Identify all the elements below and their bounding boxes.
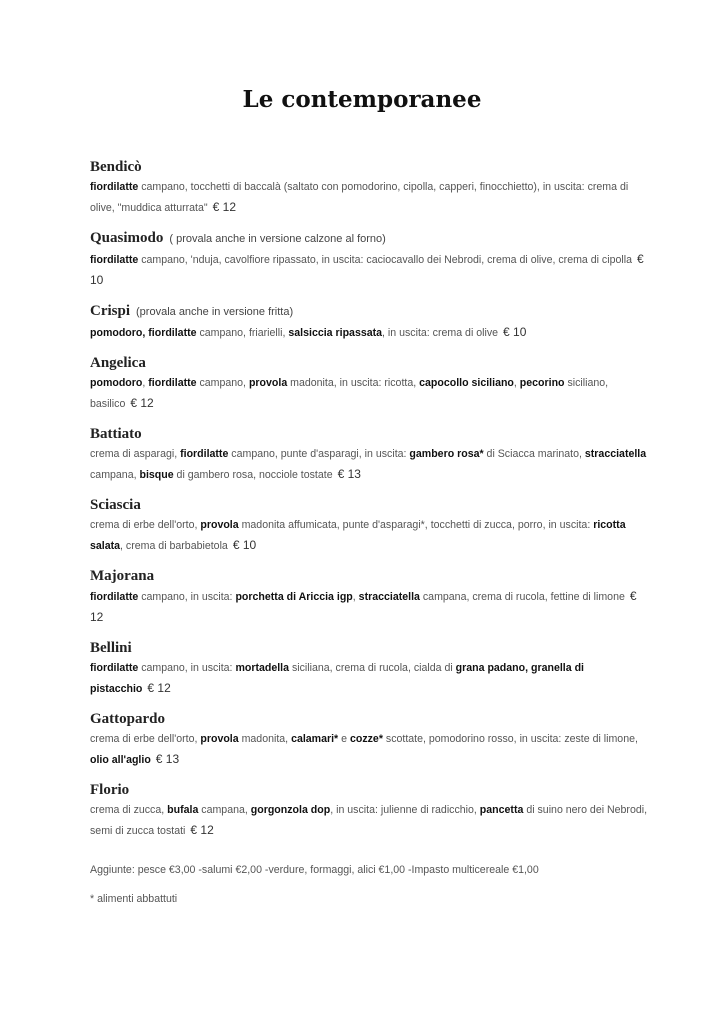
ingredient-text: campano, in uscita: (138, 591, 236, 603)
menu-item-description (90, 800, 650, 841)
item-price: € 12 (147, 681, 171, 695)
item-name-text: Gattopardo (90, 711, 165, 727)
ingredient-text: madonita affumicata, punte d'asparagi*, tocchetti di zucca, porro, in uscita: (238, 519, 594, 531)
ingredient-text: crema di zucca, (90, 804, 168, 816)
ingredient-text: madonita, in uscita: ricotta, (287, 377, 420, 389)
ingredient-text: , (352, 591, 359, 603)
menu-item-description (90, 515, 650, 556)
menu-item-name (90, 566, 650, 586)
menu-item (90, 424, 650, 485)
footnote-text: * alimenti abbattuti (90, 893, 178, 905)
ingredient-text: siciliana, crema di rucola, cialda di (289, 662, 456, 674)
ingredient-text: , in uscita: crema di olive (382, 327, 499, 339)
menu-item-description (90, 658, 650, 699)
ingredient-highlight: gambero rosa* (409, 448, 484, 460)
ingredient-text: campano, (196, 377, 249, 389)
item-name-text: Majorana (90, 568, 155, 584)
menu-item-description (90, 586, 650, 628)
ingredient-highlight: porchetta di Ariccia igp (235, 591, 353, 603)
menu-item-description (90, 729, 650, 770)
ingredient-text: campano, tocchetti di baccalà (saltato con pomodorino, cipolla, capperi, finocchietto), in uscita: crema di olive, "muddica atturrata" (90, 181, 629, 214)
ingredient-highlight: pancetta (479, 804, 524, 816)
menu-item (90, 709, 650, 770)
ingredient-text: crema di erbe dell'orto, (90, 733, 201, 745)
menu-item (90, 157, 650, 218)
ingredient-highlight: mortadella (235, 662, 290, 674)
ingredient-text: e (338, 733, 350, 745)
ingredient-text: di Sciacca marinato, (483, 448, 585, 460)
ingredient-highlight: stracciatella (584, 448, 647, 460)
ingredient-highlight: fiordilatte (90, 254, 139, 266)
ingredient-text: campano, in uscita: (138, 662, 236, 674)
item-price: € 12 (90, 589, 637, 624)
menu-list (90, 157, 650, 851)
ingredient-text: madonita, (238, 733, 292, 745)
menu-item (90, 495, 650, 556)
item-name-text: Bendicò (90, 159, 142, 175)
item-name-text: Quasimodo (90, 230, 164, 246)
ingredient-highlight: gorgonzola dop (250, 804, 331, 816)
ingredient-highlight: fiordilatte (148, 377, 197, 389)
item-price: € 13 (337, 467, 361, 481)
ingredient-text: , (513, 377, 520, 389)
ingredient-highlight: fiordilatte (90, 662, 139, 674)
ingredient-text: campano, friarielli, (196, 327, 289, 339)
ingredient-text: campana, crema di rucola, fettine di limone (419, 591, 625, 603)
ingredient-highlight: pomodoro, fiordilatte (90, 327, 197, 339)
ingredient-highlight: calamari* (291, 733, 339, 745)
item-name-text: Crispi (90, 303, 131, 319)
ingredient-text: di gambero rosa, nocciole tostate (173, 469, 333, 481)
ingredient-text: campano, 'nduja, cavolfiore ripassato, in uscita: caciocavallo dei Nebrodi, crema di olive, crema di cipolla (138, 254, 632, 266)
ingredient-highlight: cozze* (349, 733, 383, 745)
item-name-text: Battiato (90, 426, 142, 442)
menu-item-description (90, 373, 650, 414)
item-name-text: Bellini (90, 640, 132, 656)
additions-text: Aggiunte: pesce €3,00 -salumi €2,00 -verdure, formaggi, alici €1,00 -Impasto multicereale €1,00 (90, 864, 539, 876)
page-title: Le contemporanee (242, 86, 482, 113)
menu-item-name (90, 638, 650, 658)
menu-item-name (90, 424, 650, 444)
ingredient-text: siciliano, basilico (90, 377, 609, 410)
ingredient-highlight: olio all'aglio (90, 754, 151, 766)
menu-item-description (90, 444, 650, 485)
ingredient-highlight: bisque (139, 469, 174, 481)
menu-item (90, 638, 650, 699)
ingredient-highlight: fiordilatte (90, 591, 139, 603)
ingredient-highlight: bufala (167, 804, 199, 816)
ingredient-highlight: provola (200, 519, 239, 531)
item-price: € 10 (90, 252, 644, 287)
footer (90, 860, 650, 918)
ingredient-text: di suino nero dei Nebrodi, semi di zucca tostati (90, 804, 648, 837)
ingredient-highlight: stracciatella (358, 591, 420, 603)
ingredient-highlight: grana padano, granella di pistacchio (90, 662, 584, 695)
menu-item-description (90, 177, 650, 218)
item-price: € 10 (232, 538, 257, 552)
ingredient-highlight: pecorino (519, 377, 565, 389)
menu-item-name (90, 353, 650, 373)
menu-item-name (90, 301, 650, 322)
ingredient-highlight: fiordilatte (180, 448, 229, 460)
item-price: € 10 (503, 325, 527, 339)
ingredient-highlight: pomodoro (90, 377, 143, 389)
item-price: € 12 (212, 200, 236, 214)
ingredient-text: , in uscita: julienne di radicchio, (330, 804, 480, 816)
ingredient-highlight: provola (200, 733, 239, 745)
ingredient-highlight: fiordilatte (90, 181, 139, 193)
menu-item-description (90, 249, 650, 291)
menu-item (90, 228, 650, 291)
item-note: (provala anche in versione fritta) (136, 306, 294, 318)
ingredient-highlight: ricotta salata (90, 519, 626, 552)
ingredient-text: campano, punte d'asparagi, in uscita: (228, 448, 410, 460)
menu-item (90, 566, 650, 628)
menu-item-name (90, 228, 650, 249)
menu-item-name (90, 157, 650, 177)
item-price: € 13 (155, 752, 180, 766)
item-name-text: Angelica (90, 355, 146, 371)
menu-item-name (90, 709, 650, 729)
item-price: € 12 (190, 823, 214, 837)
menu-item (90, 301, 650, 343)
menu-item-name (90, 495, 650, 515)
ingredient-text: crema di erbe dell'orto, (90, 519, 201, 531)
item-name-text: Sciascia (90, 497, 141, 513)
menu-item-name (90, 780, 650, 800)
item-price: € 12 (130, 396, 154, 410)
menu-item-description (90, 322, 650, 343)
ingredient-text: crema di asparagi, (90, 448, 181, 460)
ingredient-text: campana, (90, 469, 140, 481)
ingredient-text: , crema di barbabietola (120, 540, 228, 552)
ingredient-text: campana, (198, 804, 251, 816)
ingredient-highlight: salsiccia ripassata (288, 327, 383, 339)
menu-item (90, 780, 650, 841)
menu-item (90, 353, 650, 414)
ingredient-highlight: provola (248, 377, 288, 389)
ingredient-text: scottate, pomodorino rosso, in uscita: zeste di limone, (382, 733, 638, 745)
item-note: ( provala anche in versione calzone al forno) (169, 233, 386, 245)
item-name-text: Florio (90, 782, 130, 798)
ingredient-text: , (142, 377, 149, 389)
ingredient-highlight: capocollo siciliano (419, 377, 514, 389)
